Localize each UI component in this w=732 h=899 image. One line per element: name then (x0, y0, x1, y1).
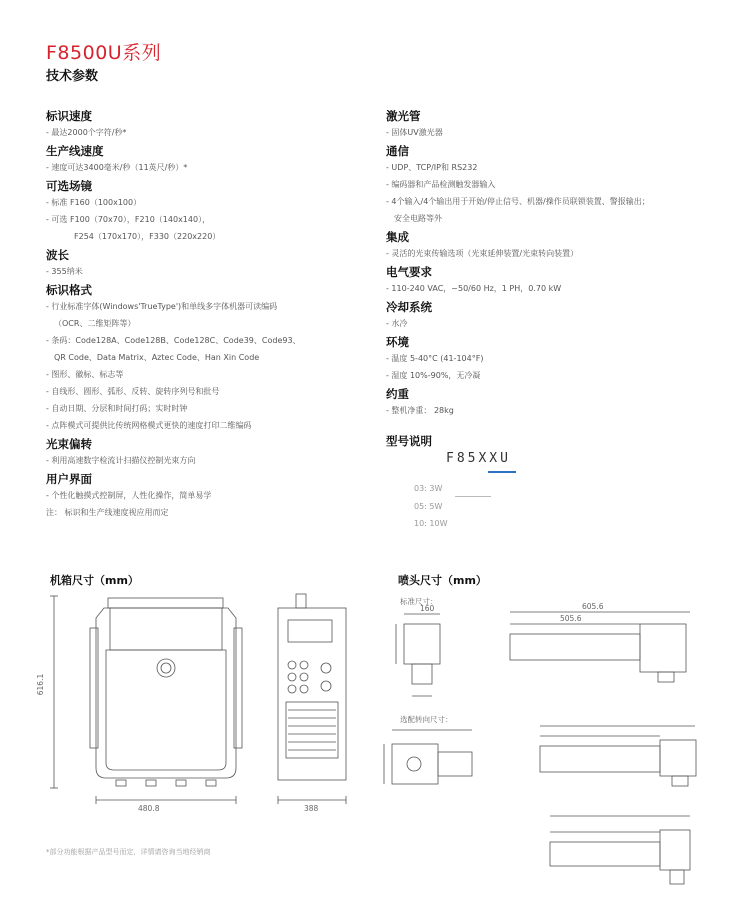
head-turning-front-drawing (380, 724, 490, 804)
head-standard-front-drawing (390, 608, 450, 703)
cabinet-depth-label: 388 (304, 804, 319, 813)
model-title: 型号说明 (386, 434, 432, 448)
spec-section (46, 108, 376, 141)
footnote: *部分功能根据产品型号而定，详情请咨询当地经销商 (46, 848, 211, 856)
spec-section (46, 143, 376, 176)
spec-item: - 标准 F160（100x100） (46, 198, 142, 207)
cabinet-width-label: 480.8 (138, 804, 160, 813)
head-width-label: 160 (420, 604, 435, 613)
head-standard-side-drawing (490, 604, 700, 694)
spec-item: （OCR、二维矩阵等） (54, 319, 136, 328)
spec-item: - 条码：Code128A、Code128B、Code128C、Code39、Code93、 (46, 336, 301, 345)
spec-section (46, 282, 376, 434)
spec-item: 注： 标识和生产线速度视应用而定 (46, 508, 169, 517)
turning-size-label: 选配转向尺寸： (400, 715, 453, 724)
spec-item: - 4个输入/4个输出用于开始/停止信号、机器/操作员联锁装置、警报输出； (386, 197, 650, 206)
spec-title: 生产线速度 (46, 144, 104, 158)
page-title: F8500U系列 (46, 42, 162, 64)
spec-item: - 编码器和产品检测触发器输入 (386, 180, 496, 189)
specs-right-column (386, 108, 716, 451)
spec-title: 波长 (46, 248, 69, 262)
spec-section (386, 299, 716, 332)
model-code: F85XXU (446, 451, 511, 466)
standard-size-label: 标准尺寸： (400, 597, 438, 606)
spec-section (386, 143, 716, 227)
cabinet-front-drawing (46, 588, 256, 818)
spec-item: - 355纳米 (46, 267, 83, 276)
model-option: 03: 3W (414, 484, 443, 493)
spec-item: - 湿度 10%-90%，无冷凝 (386, 371, 481, 380)
spec-title: 用户界面 (46, 472, 92, 486)
spec-title: 集成 (386, 230, 409, 244)
spec-item: - 110-240 VAC，~50/60 Hz，1 PH，0.70 kW (386, 284, 562, 293)
model-code-underline (488, 471, 516, 473)
model-option-line (455, 496, 491, 497)
spec-item: - 灵活的光束传输选项（光束延伸装置/光束转向装置） (386, 249, 579, 258)
model-section (386, 433, 716, 449)
model-option: 10: 10W (414, 519, 448, 528)
model-option: 05: 5W (414, 502, 443, 511)
spec-section (386, 229, 716, 262)
spec-item: - 水冷 (386, 319, 408, 328)
spec-title: 光束偏转 (46, 437, 92, 451)
spec-item: - 自动日期、分层和时间打码；实时时钟 (46, 404, 188, 413)
spec-item: - 自线形、圆形、弧形、反转、旋转序列号和批号 (46, 387, 220, 396)
spec-title: 约重 (386, 387, 409, 401)
spec-item: 安全电路等外 (394, 214, 442, 223)
spec-item: - 可选 F100（70x70），F210（140x140）， (46, 215, 211, 224)
spec-item: - 温度 5-40°C (41-104°F) (386, 354, 484, 363)
spec-title: 环境 (386, 335, 409, 349)
spec-title: 标识速度 (46, 109, 92, 123)
spec-title: 可选场镜 (46, 179, 92, 193)
spec-section (386, 264, 716, 297)
spec-item: - 固体UV激光器 (386, 128, 443, 137)
spec-item: - 行业标准字体(Windows'TrueType')和单线多字体机器可读编码 (46, 302, 278, 311)
spec-item: - 利用高速数字检流计扫描仪控制光束方向 (46, 456, 196, 465)
spec-item: QR Code、Data Matrix、Aztec Code、Han Xin Code (54, 353, 260, 362)
head-length-label: 605.6 (582, 602, 604, 611)
head-dimensions-title: 喷头尺寸（mm） (398, 574, 487, 587)
spec-item: - 点阵模式可提供比传统网格模式更快的速度打印二维编码 (46, 421, 252, 430)
spec-title: 冷却系统 (386, 300, 432, 314)
cabinet-dimensions-title: 机箱尺寸（mm） (50, 574, 139, 587)
spec-item: - 个性化触摸式控制屏，人性化操作，简单易学 (46, 491, 212, 500)
head-turning-bottom-drawing (530, 810, 700, 890)
spec-item: - UDP、TCP/IP和 RS232 (386, 163, 478, 172)
spec-section (386, 386, 716, 419)
page-subtitle: 技术参数 (46, 69, 99, 84)
cabinet-height-label: 616.1 (36, 673, 46, 696)
spec-title: 激光管 (386, 109, 421, 123)
head-body-label: 505.6 (560, 614, 582, 623)
spec-title: 通信 (386, 144, 409, 158)
spec-item: - 整机净重： 28kg (386, 406, 454, 415)
spec-section (386, 108, 716, 141)
spec-section (46, 436, 376, 469)
spec-section (46, 178, 376, 245)
spec-title: 电气要求 (386, 265, 432, 279)
spec-section (386, 334, 716, 384)
spec-title: 标识格式 (46, 283, 92, 297)
spec-section (46, 247, 376, 280)
specs-left-column (46, 108, 376, 523)
head-turning-side-drawing (520, 720, 710, 800)
cabinet-side-drawing (268, 590, 358, 815)
spec-item: - 速度可达3400毫米/秒（11英尺/秒）* (46, 163, 188, 172)
spec-item: - 最达2000个字符/秒* (46, 128, 127, 137)
spec-item: F254（170x170），F330（220x220） (74, 232, 221, 241)
spec-item: - 图形、徽标、标志等 (46, 370, 124, 379)
spec-section (46, 471, 376, 521)
